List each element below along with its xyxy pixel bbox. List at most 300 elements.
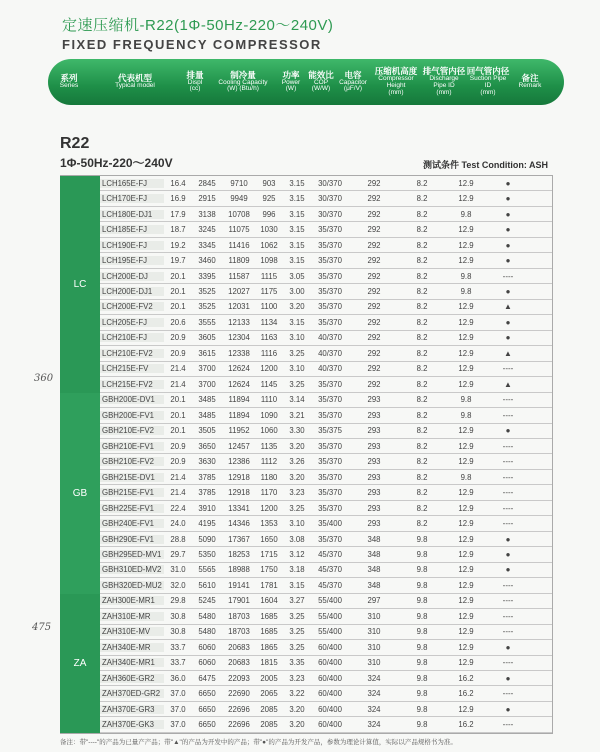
model-cell: GBH225E-FV1: [100, 504, 164, 513]
model-cell: ZAH370E-GR3: [100, 705, 164, 714]
value-cell: 12.9: [458, 580, 474, 590]
value-cell: ----: [502, 410, 514, 420]
value-cell: 1112: [260, 457, 278, 467]
value-cell: 16.2: [458, 720, 474, 730]
value-cell: 12.9: [458, 519, 474, 529]
value-cell: 8.2: [416, 426, 428, 436]
value-cell: 22093: [228, 673, 250, 683]
header-cell: [466, 67, 510, 96]
value-cell: 5090: [198, 534, 216, 544]
value-cell: 1145: [260, 379, 278, 389]
value-cell: ●: [505, 549, 511, 559]
model-cell: ZAH300E-MR1: [100, 596, 164, 605]
value-cell: 35/400: [318, 519, 342, 529]
value-cell: 9.8: [416, 627, 428, 637]
value-cell: 3.18: [289, 565, 305, 575]
value-cell: 17367: [228, 534, 250, 544]
value-cell: 1815: [260, 658, 278, 668]
value-cell: 12.9: [458, 488, 474, 498]
model-cell: GBH200E-FV1: [100, 411, 164, 420]
value-cell: 9710: [230, 178, 248, 188]
value-cell: 20683: [228, 658, 250, 668]
model-cell: GBH215E-DV1: [100, 473, 164, 482]
series-label: LC: [60, 176, 100, 393]
value-cell: 8.2: [416, 503, 428, 513]
value-cell: 3460: [198, 256, 216, 266]
value-cell: 3.20: [289, 472, 305, 482]
value-cell: 12.9: [458, 364, 474, 374]
value-cell: 348: [367, 549, 381, 559]
header-cn: 功率: [282, 69, 300, 80]
value-cell: 12457: [228, 441, 250, 451]
value-cell: 9.8: [416, 611, 428, 621]
value-cell: ●: [505, 642, 511, 652]
value-cell: 35/370: [318, 302, 342, 312]
header-cn: 能效比: [308, 69, 334, 80]
value-cell: 12031: [228, 302, 250, 312]
value-cell: 8.2: [416, 472, 428, 482]
header-en: Remark: [518, 82, 542, 90]
table-row: [100, 393, 552, 408]
value-cell: 35/370: [318, 534, 342, 544]
value-cell: 1163: [260, 333, 278, 343]
header-cn: 系列: [60, 73, 78, 84]
value-cell: 1650: [260, 534, 278, 544]
value-cell: ----: [502, 395, 514, 405]
value-cell: ----: [502, 472, 514, 482]
model-cell: ZAH370ED-GR2: [100, 689, 164, 698]
value-cell: 11075: [228, 225, 250, 235]
value-cell: 1685: [260, 627, 278, 637]
value-cell: 2085: [260, 704, 278, 714]
value-cell: 3.26: [289, 457, 305, 467]
header-cell: [336, 71, 370, 94]
header-en: Discharge Pipe ID: [429, 75, 459, 90]
value-cell: 12.9: [458, 348, 474, 358]
value-cell: 297: [367, 596, 381, 606]
value-cell: 6650: [198, 720, 216, 730]
value-cell: 324: [367, 689, 381, 699]
value-cell: 20.9: [170, 441, 186, 451]
value-cell: 35/370: [318, 472, 342, 482]
value-cell: 16.4: [170, 178, 186, 188]
value-cell: 8.2: [416, 256, 428, 266]
value-cell: 293: [367, 472, 381, 482]
value-cell: 19.2: [170, 240, 186, 250]
value-cell: 30/370: [318, 178, 342, 188]
value-cell: 1110: [260, 395, 278, 405]
value-cell: 3.12: [289, 549, 305, 559]
value-cell: 9.8: [416, 534, 428, 544]
value-cell: ●: [505, 225, 511, 235]
value-cell: 5610: [198, 580, 216, 590]
header-unit: (W) (Btu/h): [227, 85, 259, 93]
table-row: [100, 253, 552, 268]
value-cell: ▲: [504, 302, 512, 312]
model-cell: GBH295ED-MV1: [100, 550, 164, 559]
value-cell: ●: [505, 194, 511, 204]
value-cell: 30.8: [170, 611, 186, 621]
value-cell: 12.9: [458, 379, 474, 389]
table-row: [100, 625, 552, 640]
value-cell: 1604: [260, 596, 278, 606]
value-cell: 4195: [198, 519, 216, 529]
value-cell: 8.2: [416, 194, 428, 204]
header-cn: 排气管内径: [422, 66, 466, 77]
table-row: [100, 346, 552, 361]
value-cell: 348: [367, 565, 381, 575]
value-cell: 3700: [198, 379, 216, 389]
value-cell: 293: [367, 441, 381, 451]
value-cell: 12624: [228, 379, 250, 389]
model-cell: GBH320ED-MU2: [100, 581, 164, 590]
value-cell: 12027: [228, 287, 250, 297]
header-cn: 压缩机高度: [374, 66, 418, 77]
value-cell: 36.0: [170, 673, 186, 683]
value-cell: 12.9: [458, 534, 474, 544]
value-cell: 1098: [260, 256, 278, 266]
header-en: Typical model: [115, 82, 155, 90]
value-cell: 2065: [260, 689, 278, 699]
value-cell: 8.2: [416, 225, 428, 235]
value-cell: 35/370: [318, 395, 342, 405]
header-en: Suction Pipe ID: [469, 75, 507, 90]
value-cell: 14346: [228, 519, 250, 529]
value-cell: 35/370: [318, 317, 342, 327]
header-unit: (W): [285, 85, 297, 93]
value-cell: 9.8: [416, 658, 428, 668]
value-cell: ●: [505, 333, 511, 343]
value-cell: ----: [502, 364, 514, 374]
model-cell: LCH185E-FJ: [100, 225, 164, 234]
value-cell: ----: [502, 488, 514, 498]
value-cell: 20.1: [170, 410, 186, 420]
value-cell: 3138: [198, 209, 216, 219]
value-cell: 21.4: [170, 364, 186, 374]
table-row: [100, 594, 552, 609]
value-cell: 9.8: [460, 395, 472, 405]
table-row: [100, 609, 552, 624]
header-cn: 制冷量: [230, 69, 256, 80]
table-row: [100, 424, 552, 439]
value-cell: 60/400: [318, 689, 342, 699]
table-row: [100, 315, 552, 330]
value-cell: 21.4: [170, 472, 186, 482]
value-cell: ----: [502, 720, 514, 730]
value-cell: 1353: [260, 519, 278, 529]
value-cell: 348: [367, 580, 381, 590]
value-cell: 19.7: [170, 256, 186, 266]
series-label: GB: [60, 393, 100, 594]
value-cell: 3.25: [289, 348, 305, 358]
header-cell: [180, 71, 210, 94]
table-row: [100, 284, 552, 299]
page-title-en: FIXED FREQUENCY COMPRESSOR: [62, 37, 322, 52]
value-cell: 18703: [228, 627, 250, 637]
value-cell: 40/370: [318, 348, 342, 358]
value-cell: 20.9: [170, 348, 186, 358]
value-cell: 60/400: [318, 673, 342, 683]
value-cell: 35/370: [318, 240, 342, 250]
value-cell: ●: [505, 256, 511, 266]
model-cell: LCH200E-DJ1: [100, 287, 164, 296]
value-cell: 45/370: [318, 580, 342, 590]
model-cell: GBH310ED-MV2: [100, 565, 164, 574]
value-cell: 22696: [228, 704, 250, 714]
value-cell: 1750: [260, 565, 278, 575]
series-label: ZA: [60, 594, 100, 733]
value-cell: 29.7: [170, 549, 186, 559]
handwritten-note: 360: [34, 373, 54, 384]
value-cell: 8.2: [416, 333, 428, 343]
header-en: COP: [313, 78, 329, 86]
value-cell: 12.9: [458, 194, 474, 204]
value-cell: 5480: [198, 611, 216, 621]
value-cell: 18988: [228, 565, 250, 575]
model-cell: ZAH310E-MV: [100, 627, 164, 636]
value-cell: 21.4: [170, 488, 186, 498]
value-cell: 1060: [260, 426, 278, 436]
value-cell: 16.2: [458, 673, 474, 683]
value-cell: 8.2: [416, 519, 428, 529]
value-cell: 35/370: [318, 379, 342, 389]
value-cell: 12.9: [458, 549, 474, 559]
value-cell: ●: [505, 565, 511, 575]
header-unit: (mm): [388, 88, 404, 96]
handwritten-note: 475: [32, 622, 52, 633]
value-cell: 293: [367, 410, 381, 420]
value-cell: 1200: [260, 364, 278, 374]
value-cell: 16.9: [170, 194, 186, 204]
value-cell: 9.8: [460, 271, 472, 281]
value-cell: 310: [367, 627, 381, 637]
value-cell: 3.00: [289, 287, 305, 297]
value-cell: 8.2: [416, 348, 428, 358]
value-cell: 30.8: [170, 627, 186, 637]
value-cell: 293: [367, 426, 381, 436]
value-cell: 8.2: [416, 379, 428, 389]
value-cell: 3245: [198, 225, 216, 235]
value-cell: 9.8: [416, 704, 428, 714]
value-cell: 9.8: [416, 596, 428, 606]
value-cell: ----: [502, 689, 514, 699]
value-cell: 35/370: [318, 488, 342, 498]
value-cell: 9.8: [460, 472, 472, 482]
header-cn: 电容: [344, 69, 362, 80]
value-cell: ●: [505, 534, 511, 544]
value-cell: 11952: [228, 426, 250, 436]
model-cell: LCH190E-FJ: [100, 241, 164, 250]
value-cell: 5565: [198, 565, 216, 575]
footer-note: 备注：带"----"的产品为已量产产品；带"▲"的产品为开发中的产品；带"●"的产品为开发产品，参数为理论计算值，实际以产品规格书为准。: [60, 739, 457, 746]
value-cell: 1030: [260, 225, 278, 235]
value-cell: ●: [505, 673, 511, 683]
value-cell: 3525: [198, 287, 216, 297]
header-en: Power: [281, 78, 301, 86]
value-cell: 292: [367, 317, 381, 327]
value-cell: 324: [367, 704, 381, 714]
value-cell: 20.9: [170, 333, 186, 343]
value-cell: 6060: [198, 658, 216, 668]
value-cell: 3.15: [289, 209, 305, 219]
value-cell: 1865: [260, 642, 278, 652]
value-cell: 12.9: [458, 565, 474, 575]
value-cell: 3.25: [289, 611, 305, 621]
value-cell: 3.35: [289, 658, 305, 668]
table-row: [100, 485, 552, 500]
value-cell: 8.2: [416, 302, 428, 312]
value-cell: 37.0: [170, 704, 186, 714]
value-cell: 11416: [228, 240, 250, 250]
value-cell: ----: [502, 627, 514, 637]
value-cell: 9.8: [416, 565, 428, 575]
value-cell: 292: [367, 364, 381, 374]
value-cell: 9.8: [416, 580, 428, 590]
value-cell: 292: [367, 379, 381, 389]
header-cn: 代表机型: [117, 73, 152, 84]
value-cell: 3.14: [289, 395, 305, 405]
value-cell: 8.2: [416, 364, 428, 374]
value-cell: 37.0: [170, 689, 186, 699]
value-cell: 2085: [260, 720, 278, 730]
model-cell: GBH210E-FV1: [100, 442, 164, 451]
value-cell: 9.8: [460, 209, 472, 219]
header-en: Capacitor: [339, 78, 367, 86]
value-cell: 6060: [198, 642, 216, 652]
value-cell: ●: [505, 178, 511, 188]
value-cell: 29.8: [170, 596, 186, 606]
value-cell: 292: [367, 225, 381, 235]
value-cell: 3650: [198, 441, 216, 451]
value-cell: 5245: [198, 596, 216, 606]
header-en: Cooling Capacity: [218, 78, 268, 86]
value-cell: 293: [367, 488, 381, 498]
value-cell: ▲: [504, 379, 512, 389]
value-cell: ----: [502, 519, 514, 529]
value-cell: 1170: [260, 488, 278, 498]
value-cell: 12.9: [458, 658, 474, 668]
value-cell: 1090: [260, 410, 278, 420]
table-row: [100, 578, 552, 593]
value-cell: 996: [262, 209, 276, 219]
value-cell: 3785: [198, 472, 216, 482]
value-cell: 1180: [260, 472, 278, 482]
value-cell: 293: [367, 519, 381, 529]
value-cell: 12338: [228, 348, 250, 358]
value-cell: 8.2: [416, 441, 428, 451]
value-cell: 3.21: [289, 410, 305, 420]
value-cell: 12.9: [458, 503, 474, 513]
header-unit: (cc): [189, 85, 201, 93]
value-cell: 3.15: [289, 194, 305, 204]
header-cn: 排量: [186, 69, 204, 80]
table-row: [100, 516, 552, 531]
value-cell: 20683: [228, 642, 250, 652]
table-body: [100, 176, 552, 733]
value-cell: 2845: [198, 178, 216, 188]
value-cell: 8.2: [416, 395, 428, 405]
model-cell: GBH215E-FV1: [100, 488, 164, 497]
value-cell: 3910: [198, 503, 216, 513]
value-cell: 8.2: [416, 209, 428, 219]
value-cell: ●: [505, 426, 511, 436]
value-cell: 45/370: [318, 549, 342, 559]
model-cell: GBH290E-FV1: [100, 535, 164, 544]
model-cell: LCH215E-FV2: [100, 380, 164, 389]
value-cell: 55/400: [318, 627, 342, 637]
section-subtitle: 1Φ-50Hz-220～240V: [60, 156, 173, 170]
value-cell: 12918: [228, 472, 250, 482]
table-row: [100, 269, 552, 284]
value-cell: 3485: [198, 395, 216, 405]
value-cell: ----: [502, 596, 514, 606]
value-cell: 60/400: [318, 720, 342, 730]
table-row: [100, 686, 552, 701]
value-cell: 3.20: [289, 441, 305, 451]
model-cell: ZAH340E-MR: [100, 643, 164, 652]
value-cell: 293: [367, 395, 381, 405]
value-cell: 12.9: [458, 256, 474, 266]
test-condition: 测试条件 Test Condition: ASH: [423, 160, 548, 170]
table-row: [100, 717, 552, 732]
value-cell: 45/370: [318, 565, 342, 575]
value-cell: 12918: [228, 488, 250, 498]
model-cell: GBH210E-FV2: [100, 426, 164, 435]
value-cell: 9949: [230, 194, 248, 204]
header-cell: [370, 67, 422, 96]
value-cell: 21.4: [170, 379, 186, 389]
value-cell: ----: [502, 503, 514, 513]
value-cell: 12.9: [458, 225, 474, 235]
value-cell: 12304: [228, 333, 250, 343]
value-cell: 20.1: [170, 395, 186, 405]
value-cell: 2005: [260, 673, 278, 683]
value-cell: 55/400: [318, 596, 342, 606]
model-cell: LCH205E-FJ: [100, 318, 164, 327]
value-cell: 9.8: [416, 720, 428, 730]
value-cell: 3.25: [289, 379, 305, 389]
value-cell: 1062: [260, 240, 278, 250]
value-cell: 3700: [198, 364, 216, 374]
value-cell: 3.10: [289, 364, 305, 374]
value-cell: 60/400: [318, 704, 342, 714]
table-row: [100, 331, 552, 346]
value-cell: 1200: [260, 503, 278, 513]
spec-table: [60, 175, 553, 734]
header-cell: [90, 74, 180, 90]
model-cell: GBH210E-FV2: [100, 457, 164, 466]
value-cell: 1135: [260, 441, 278, 451]
model-cell: ZAH360E-GR2: [100, 674, 164, 683]
value-cell: ----: [502, 271, 514, 281]
value-cell: 12.9: [458, 704, 474, 714]
value-cell: 324: [367, 720, 381, 730]
value-cell: 5480: [198, 627, 216, 637]
value-cell: 6475: [198, 673, 216, 683]
value-cell: 12.9: [458, 441, 474, 451]
model-cell: LCH215E-FV: [100, 364, 164, 373]
table-row: [100, 176, 552, 191]
value-cell: 3345: [198, 240, 216, 250]
model-cell: GBH200E-DV1: [100, 395, 164, 404]
value-cell: 35/370: [318, 256, 342, 266]
value-cell: 20.1: [170, 302, 186, 312]
value-cell: 324: [367, 673, 381, 683]
value-cell: ●: [505, 704, 511, 714]
value-cell: 12386: [228, 457, 250, 467]
value-cell: 1116: [260, 348, 278, 358]
value-cell: 292: [367, 209, 381, 219]
